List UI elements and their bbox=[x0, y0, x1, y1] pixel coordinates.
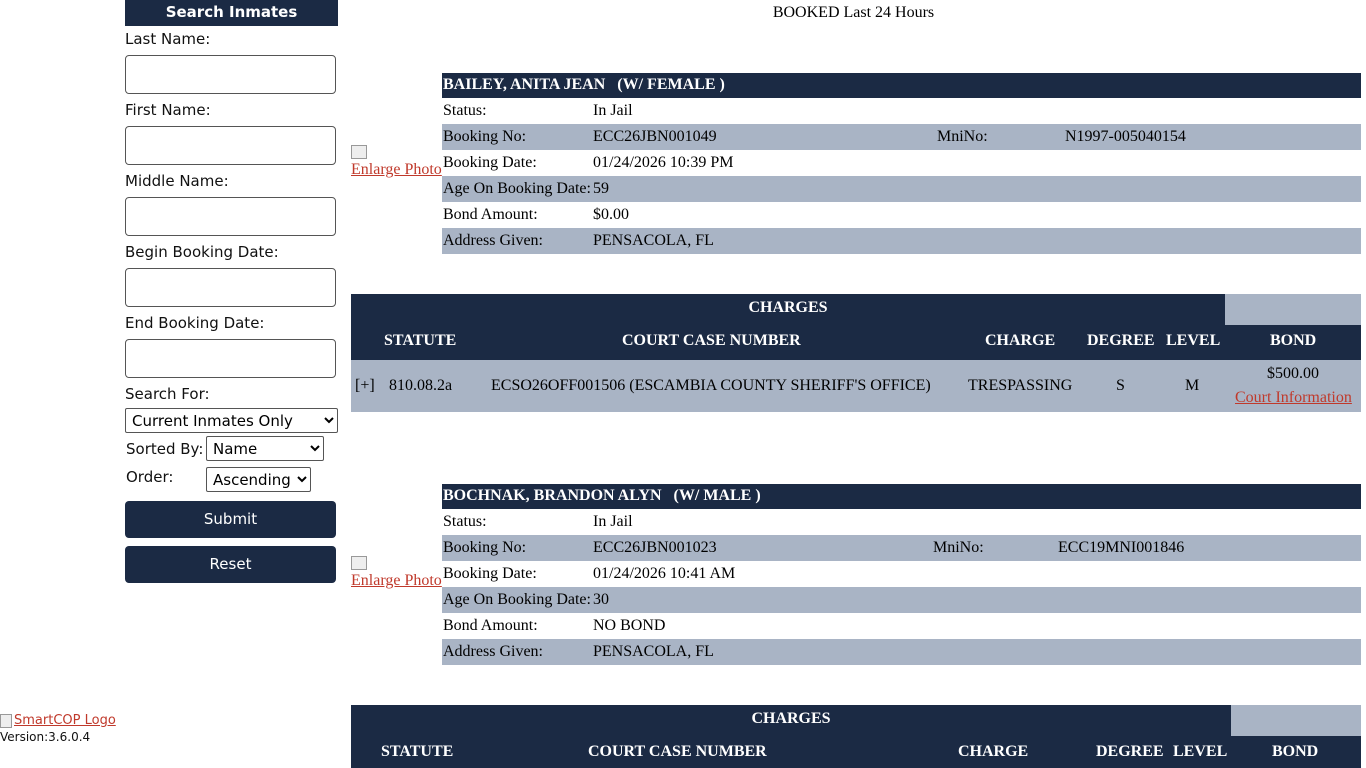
mni-no-label: MniNo: bbox=[937, 128, 988, 145]
charge-header: CHARGE bbox=[958, 743, 1029, 760]
bond-amount-label: Bond Amount: bbox=[443, 206, 538, 223]
info-row-booking-no bbox=[442, 535, 1361, 561]
inmate-photo bbox=[351, 145, 442, 179]
bond-value: $500.00 bbox=[1267, 365, 1319, 382]
broken-image-icon bbox=[351, 556, 367, 570]
booking-date-label: Booking Date: bbox=[443, 565, 537, 582]
charges-header-row bbox=[351, 736, 1361, 768]
bond-header: BOND bbox=[1270, 332, 1317, 349]
charges-title-row bbox=[351, 294, 1361, 325]
degree-header: DEGREE bbox=[1087, 332, 1155, 349]
charges-table bbox=[351, 294, 1361, 412]
info-row-bond-amount bbox=[442, 202, 1361, 228]
age-value: 30 bbox=[593, 591, 609, 608]
order-label: Order: bbox=[126, 468, 174, 486]
enlarge-photo-link[interactable]: Enlarge Photo bbox=[351, 161, 442, 178]
court-case-header: COURT CASE NUMBER bbox=[622, 332, 801, 349]
age-label: Age On Booking Date: bbox=[443, 180, 591, 197]
inmate-name: BAILEY, ANITA JEAN (W/ FEMALE ) bbox=[442, 73, 1361, 98]
inmate-name: BOCHNAK, BRANDON ALYN (W/ MALE ) bbox=[442, 484, 1361, 509]
booking-date-value: 01/24/2026 10:39 PM bbox=[593, 154, 734, 171]
bond-header: BOND bbox=[1272, 743, 1319, 760]
charges-title-row bbox=[351, 705, 1361, 736]
booking-no-value: ECC26JBN001023 bbox=[593, 539, 717, 556]
order-select[interactable] bbox=[206, 467, 311, 492]
end-booking-date-input[interactable] bbox=[125, 339, 336, 378]
address-label: Address Given: bbox=[443, 232, 543, 249]
level-value: M bbox=[1185, 377, 1200, 394]
info-row-booking-date bbox=[442, 150, 1361, 176]
charge-row bbox=[351, 360, 1361, 412]
degree-header: DEGREE bbox=[1096, 743, 1164, 760]
enlarge-photo-link[interactable]: Enlarge Photo bbox=[351, 572, 442, 589]
smartcop-logo-alt: SmartCOP Logo bbox=[14, 713, 116, 728]
inmate-photo bbox=[351, 556, 442, 590]
status-label: Status: bbox=[443, 102, 487, 119]
page-title: BOOKED Last 24 Hours bbox=[772, 4, 935, 21]
begin-booking-date-input[interactable] bbox=[125, 268, 336, 307]
booking-no-value: ECC26JBN001049 bbox=[593, 128, 717, 145]
booking-date-value: 01/24/2026 10:41 AM bbox=[593, 565, 736, 582]
broken-image-icon bbox=[0, 714, 12, 728]
court-case-header: COURT CASE NUMBER bbox=[588, 743, 767, 760]
expand-charge-toggle[interactable]: [+] bbox=[355, 377, 375, 394]
submit-button[interactable]: Submit bbox=[125, 501, 336, 538]
middle-name-input[interactable] bbox=[125, 197, 336, 236]
booking-no-label: Booking No: bbox=[443, 128, 527, 145]
first-name-input[interactable] bbox=[125, 126, 336, 165]
status-value: In Jail bbox=[593, 102, 633, 119]
inmate-card bbox=[442, 73, 1361, 254]
status-label: Status: bbox=[443, 513, 487, 530]
info-row-status bbox=[442, 98, 1361, 124]
info-row-status bbox=[442, 509, 1361, 535]
charge-value: TRESPASSING bbox=[968, 377, 1073, 394]
bond-amount-value: $0.00 bbox=[593, 206, 629, 223]
court-case-value: ECSO26OFF001506 (ESCAMBIA COUNTY SHERIFF'S OFFICE) bbox=[491, 377, 931, 394]
charges-table bbox=[351, 705, 1361, 768]
mni-no-value: N1997-005040154 bbox=[1065, 128, 1186, 145]
first-name-label: First Name: bbox=[125, 101, 211, 119]
last-name-input[interactable] bbox=[125, 55, 336, 94]
level-header: LEVEL bbox=[1173, 743, 1228, 760]
booking-date-label: Booking Date: bbox=[443, 154, 537, 171]
begin-booking-date-label: Begin Booking Date: bbox=[125, 243, 279, 261]
broken-image-icon bbox=[351, 145, 367, 159]
info-row-age bbox=[442, 587, 1361, 613]
search-for-label: Search For: bbox=[125, 385, 210, 403]
address-label: Address Given: bbox=[443, 643, 543, 660]
search-sidebar bbox=[125, 0, 338, 583]
sorted-by-select[interactable] bbox=[206, 436, 324, 461]
info-row-address bbox=[442, 639, 1361, 665]
age-label: Age On Booking Date: bbox=[443, 591, 591, 608]
end-booking-date-label: End Booking Date: bbox=[125, 314, 265, 332]
bond-amount-label: Bond Amount: bbox=[443, 617, 538, 634]
level-header: LEVEL bbox=[1166, 332, 1221, 349]
status-value: In Jail bbox=[593, 513, 633, 530]
charges-title: CHARGES bbox=[351, 705, 1231, 736]
info-row-address bbox=[442, 228, 1361, 254]
address-value: PENSACOLA, FL bbox=[593, 643, 714, 660]
reset-button[interactable]: Reset bbox=[125, 546, 336, 583]
booking-no-label: Booking No: bbox=[443, 539, 527, 556]
info-row-booking-date bbox=[442, 561, 1361, 587]
search-for-select[interactable] bbox=[125, 408, 338, 433]
sidebar-title: Search Inmates bbox=[125, 0, 338, 26]
statute-header: STATUTE bbox=[384, 332, 457, 349]
middle-name-label: Middle Name: bbox=[125, 172, 229, 190]
info-row-bond-amount bbox=[442, 613, 1361, 639]
last-name-label: Last Name: bbox=[125, 30, 211, 48]
charge-header: CHARGE bbox=[985, 332, 1056, 349]
age-value: 59 bbox=[593, 180, 609, 197]
charges-title: CHARGES bbox=[351, 294, 1225, 325]
sorted-by-label: Sorted By: bbox=[126, 440, 204, 458]
bond-amount-value: NO BOND bbox=[593, 617, 666, 634]
mni-no-value: ECC19MNI001846 bbox=[1058, 539, 1185, 556]
inmate-card bbox=[442, 484, 1361, 665]
info-row-age bbox=[442, 176, 1361, 202]
charges-title-filler bbox=[1225, 294, 1361, 325]
address-value: PENSACOLA, FL bbox=[593, 232, 714, 249]
statute-value: 810.08.2a bbox=[389, 377, 453, 394]
statute-header: STATUTE bbox=[381, 743, 454, 760]
smartcop-logo-link[interactable] bbox=[0, 713, 116, 728]
footer bbox=[0, 713, 116, 744]
charges-header-row bbox=[351, 325, 1361, 360]
info-row-booking-no bbox=[442, 124, 1361, 150]
court-information-link[interactable]: Court Information bbox=[1235, 389, 1352, 406]
mni-no-label: MniNo: bbox=[933, 539, 984, 556]
degree-value: S bbox=[1116, 377, 1125, 394]
version-text: Version:3.6.0.4 bbox=[0, 730, 91, 744]
charges-title-filler bbox=[1231, 705, 1361, 736]
